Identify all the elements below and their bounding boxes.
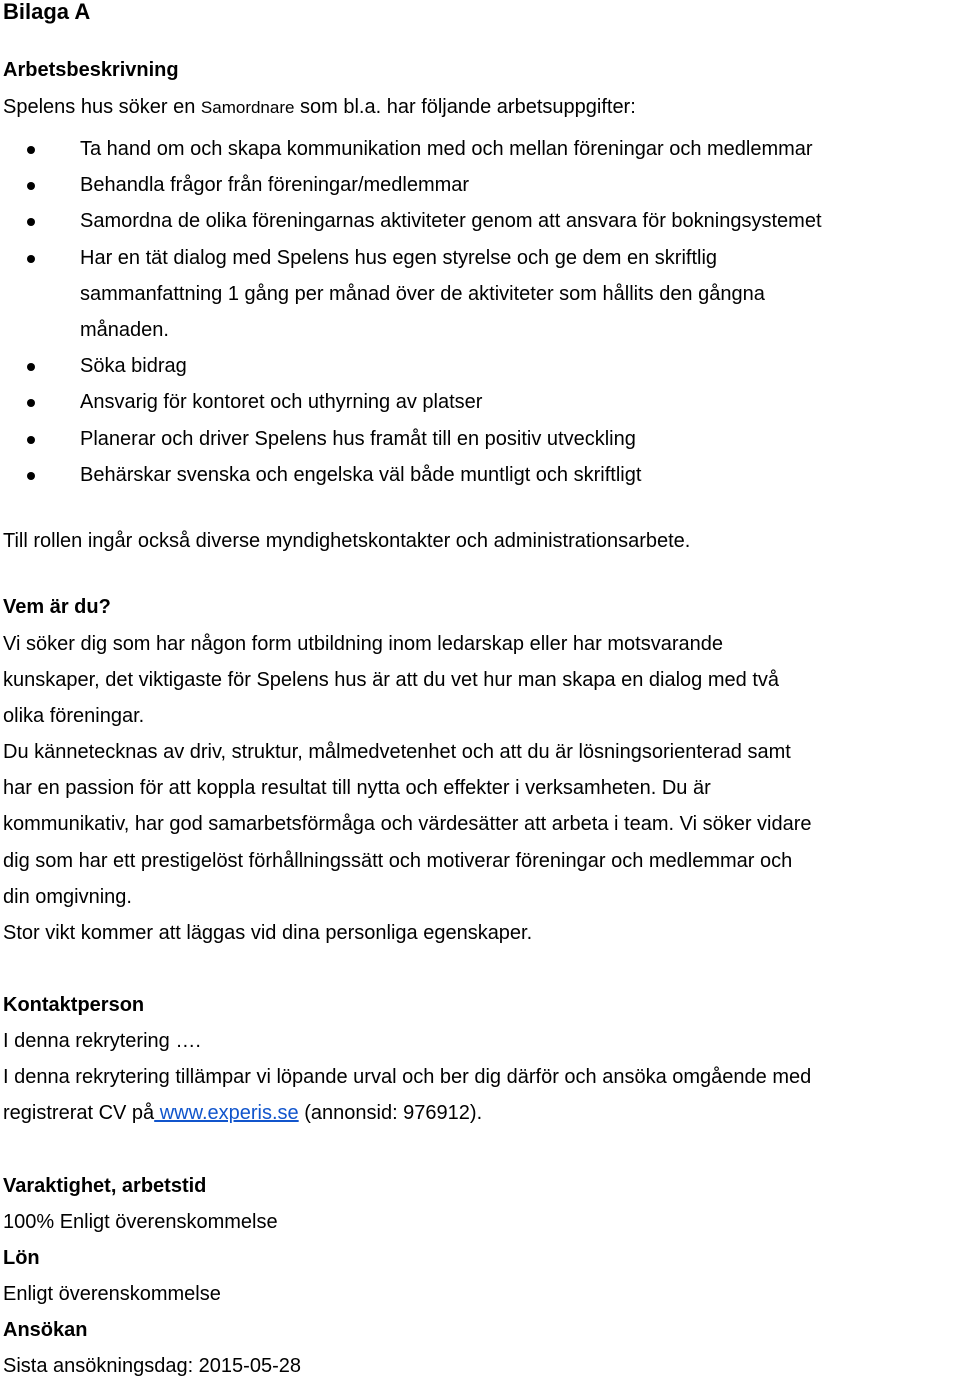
bullet-icon — [27, 472, 35, 480]
salary-heading: Lön — [3, 1247, 40, 1269]
task-text: Ta hand om och skapa kommunikation med och mellan föreningar och medlemmar — [80, 138, 813, 160]
task-item — [0, 203, 822, 239]
task-text: Ansvarig för kontoret och uthyrning av platser — [80, 391, 483, 414]
document-title: Bilaga A — [3, 0, 91, 24]
task-list — [0, 131, 822, 493]
task-text: Behärskar svenska och engelska väl både muntligt och skriftligt — [80, 463, 642, 486]
task-text: Samordna de olika föreningarnas aktiviteter genom att ansvara för bokningsystemet — [80, 210, 822, 233]
bullet-icon — [27, 146, 35, 154]
paragraph-line: dig som har ett prestigelöst förhållningssätt och motiverar föreningar och medlemmar och — [3, 849, 793, 872]
paragraph-line: Vi söker dig som har någon form utbildning inom ledarskap eller har motsvarande — [3, 633, 724, 655]
task-item — [0, 167, 822, 203]
contact-heading: Kontaktperson — [3, 994, 145, 1016]
salary-value: Enligt överenskommelse — [3, 1283, 221, 1305]
bullet-icon — [27, 436, 35, 444]
task-item — [0, 131, 822, 167]
task-item — [0, 421, 822, 457]
who-are-you-paragraph-2 — [3, 734, 958, 915]
task-text: Har en tät dialog med Spelens hus egen styrelse och ge dem en skriftlig — [80, 246, 718, 269]
paragraph-line: har en passion för att koppla resultat till nytta och effekter i verksamheten. Du är — [3, 777, 711, 800]
contact-paragraph — [3, 1023, 958, 1132]
bullet-icon — [27, 255, 35, 263]
application-deadline: Sista ansökningsdag: 2015-05-28 — [3, 1355, 301, 1377]
job-description-heading: Arbetsbeskrivning — [3, 59, 179, 81]
bullet-icon — [27, 399, 35, 407]
task-item — [0, 384, 822, 420]
bullet-icon — [27, 218, 35, 226]
intro-text-a: Spelens hus söker en — [3, 96, 201, 118]
task-text: Söka bidrag — [80, 355, 187, 378]
intro-role: Samordnare — [200, 98, 295, 117]
job-description-intro — [3, 89, 958, 126]
task-item — [0, 457, 822, 493]
task-text-continued: sammanfattning 1 gång per månad över de aktiviteter som hållits den gångna — [80, 282, 765, 305]
experis-link[interactable]: www.experis.se — [154, 1102, 299, 1125]
contact-line-1: I denna rekrytering …. — [3, 1030, 201, 1052]
paragraph-line: kommunikativ, har god samarbetsförmåga och värdesätter att arbeta i team. Vi söker vidare — [3, 813, 812, 836]
task-text-continued: månaden. — [80, 319, 169, 342]
contact-text: registrerat CV på — [3, 1102, 155, 1125]
task-item — [0, 348, 822, 384]
who-are-you-heading: Vem är du? — [3, 596, 111, 618]
who-are-you-paragraph-1 — [3, 626, 958, 735]
bullet-icon — [27, 182, 35, 190]
paragraph-line: din omgivning. — [3, 885, 132, 908]
duration-heading: Varaktighet, arbetstid — [3, 1175, 207, 1197]
contact-ad-id: (annonsid: 976912). — [298, 1102, 483, 1125]
task-item — [0, 240, 822, 349]
paragraph-line: Du kännetecknas av driv, struktur, målmedvetenhet och att du är lösningsorienterad samt — [3, 741, 791, 763]
role-note: Till rollen ingår också diverse myndighetskontakter och administrationsarbete. — [3, 530, 691, 552]
who-are-you-paragraph-3: Stor vikt kommer att läggas vid dina personliga egenskaper. — [3, 922, 533, 944]
paragraph-line: olika föreningar. — [3, 705, 145, 728]
task-text: Planerar och driver Spelens hus framåt till en positiv utveckling — [80, 427, 636, 450]
application-heading: Ansökan — [3, 1319, 88, 1341]
duration-value: 100% Enligt överenskommelse — [3, 1211, 278, 1233]
task-text: Behandla frågor från föreningar/medlemmar — [80, 174, 470, 197]
bullet-icon — [27, 363, 35, 371]
contact-line-3 — [3, 1095, 958, 1131]
paragraph-line: kunskaper, det viktigaste för Spelens hus är att du vet hur man skapa en dialog med två — [3, 669, 780, 692]
contact-line-2: I denna rekrytering tillämpar vi löpande urval och ber dig därför och ansöka omgående med — [3, 1066, 812, 1089]
intro-text-c: som bl.a. har följande arbetsuppgifter: — [294, 96, 636, 118]
